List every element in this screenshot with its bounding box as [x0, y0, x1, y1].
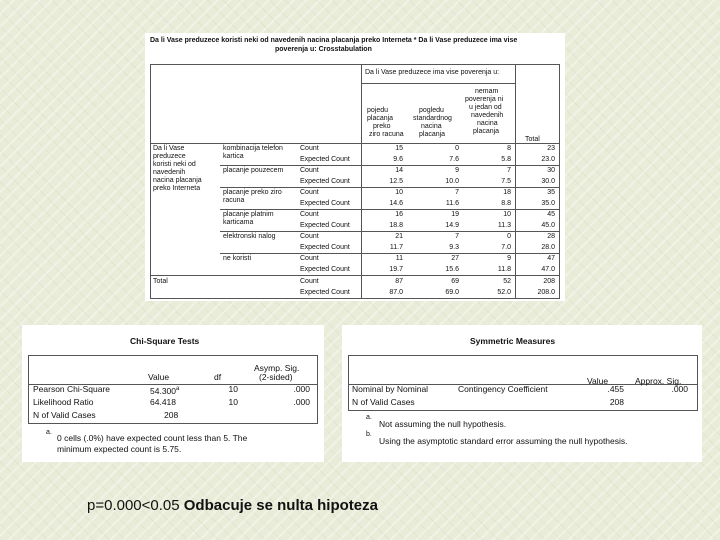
cell: 69: [451, 278, 459, 285]
cell: 11.8: [497, 266, 511, 273]
cell: 14: [395, 167, 403, 174]
row-label: racuna: [223, 197, 245, 204]
chi-row-sig: .000: [293, 397, 310, 407]
count-label: Count: [300, 278, 319, 285]
col-header-2-line: standardnog: [413, 115, 452, 122]
cell: 14.6: [389, 200, 403, 207]
col-header-2-line: nacina: [421, 123, 442, 130]
row-variable-line: nacina placanja: [153, 177, 202, 184]
row-variable-line: Da li Vase: [153, 145, 185, 152]
expected-label: Expected Count: [300, 222, 350, 229]
cell: 0: [507, 233, 511, 240]
col-header-1-line: pojedu: [367, 107, 389, 114]
cell: 8: [507, 145, 511, 152]
cell: 11: [395, 255, 403, 262]
chi-row-sig: .000: [293, 384, 310, 394]
col-header-3-line: nemam: [475, 88, 499, 95]
crosstab-title-line2: poverenja u: Crosstabulation: [275, 46, 372, 53]
cell: 5.8: [501, 156, 511, 163]
cell: 7.6: [449, 156, 459, 163]
chi-row-label: N of Valid Cases: [33, 410, 96, 420]
cell: 52.0: [497, 289, 511, 296]
chi-row-value: 208: [164, 410, 179, 420]
cell: 0: [455, 145, 459, 152]
cell: 7: [455, 189, 459, 196]
conclusion-text: [87, 497, 378, 514]
sym-row-label2: Contingency Coefficient: [458, 384, 548, 394]
expected-label: Expected Count: [300, 289, 350, 296]
cell: 87.0: [389, 289, 403, 296]
chi-note-line1: 0 cells (.0%) have expected count less than 5. The: [57, 433, 248, 443]
crosstab-table: [145, 33, 565, 301]
chi-row-df: 10: [228, 397, 238, 407]
expected-label: Expected Count: [300, 178, 350, 185]
cell: 10.0: [445, 178, 459, 185]
symmetric-measures-table: [342, 325, 702, 462]
cell: 69.0: [445, 289, 459, 296]
sym-row-value: 208: [609, 397, 624, 407]
cell: 7.0: [501, 244, 511, 251]
col-header-1-line: ziro racuna: [369, 131, 404, 138]
col-header-2-line: placanja: [419, 131, 446, 138]
chi-square-table: [22, 325, 324, 462]
cell: 12.5: [389, 178, 403, 185]
cell: 30.0: [541, 178, 555, 185]
total-label: Total: [153, 278, 168, 285]
cell: 16: [395, 211, 403, 218]
chi-title: Chi-Square Tests: [130, 336, 200, 346]
cell: 10: [395, 189, 403, 196]
chi-header-sig-sub: (2-sided): [259, 372, 293, 382]
cell: 87: [395, 278, 403, 285]
expected-label: Expected Count: [300, 156, 350, 163]
cell: 11.6: [445, 200, 459, 207]
sym-note-b: Using the asymptotic standard error assuming the null hypothesis.: [379, 436, 628, 446]
col-header-2-line: pogledu: [419, 107, 444, 114]
chi-note-marker: a.: [46, 429, 52, 436]
col-header-3-line: u jedan od: [469, 104, 502, 111]
cell: 27: [451, 255, 459, 262]
cell: 35: [547, 189, 555, 196]
row-label: kartica: [223, 153, 244, 160]
col-group-header: Da li Vase preduzece ima vise poverenja u:: [365, 69, 500, 76]
expected-label: Expected Count: [300, 200, 350, 207]
cell: 7.5: [501, 178, 511, 185]
count-label: Count: [300, 255, 319, 262]
row-label: placanje preko ziro: [223, 189, 282, 196]
col-header-3-line: placanja: [473, 128, 500, 135]
row-variable-line: koristi neki od: [153, 161, 196, 168]
cell: 19.7: [389, 266, 403, 273]
chi-row-value: 54.300$^a$: [150, 385, 180, 396]
row-variable-line: navedenih: [153, 169, 186, 176]
cell: 45.0: [541, 222, 555, 229]
cell: 9.6: [393, 156, 403, 163]
cell: 47.0: [541, 266, 555, 273]
cell: 30: [547, 167, 555, 174]
cell: 14.9: [445, 222, 459, 229]
cell: 52: [503, 278, 511, 285]
sym-note-a: Not assuming the null hypothesis.: [379, 419, 507, 429]
sym-row-sig: .000: [671, 384, 688, 394]
col-header-3-line: navedenih: [471, 112, 504, 119]
col-header-3-line: nacina: [477, 120, 498, 127]
count-label: Count: [300, 167, 319, 174]
count-label: Count: [300, 233, 319, 240]
sym-title: Symmetric Measures: [470, 336, 556, 346]
sym-note-a-marker: a.: [366, 414, 372, 421]
cell: 47: [547, 255, 555, 262]
cell: 23.0: [541, 156, 555, 163]
conclusion-bold: Odbacuje se nulta hipoteza: [183, 497, 378, 514]
count-label: Count: [300, 211, 319, 218]
sym-note-b-marker: b.: [366, 431, 372, 438]
sym-row-label1: N of Valid Cases: [352, 397, 415, 407]
col-header-total: Total: [525, 136, 540, 143]
row-label: placanje pouzecem: [223, 167, 284, 174]
cell: 18: [503, 189, 511, 196]
cell: 23: [547, 145, 555, 152]
cell: 9.3: [449, 244, 459, 251]
cell: 10: [503, 211, 511, 218]
cell: 7: [455, 233, 459, 240]
cell: 7: [507, 167, 511, 174]
row-label: placanje platnim: [223, 211, 274, 218]
chi-header-sig: Asymp. Sig.: [254, 363, 300, 373]
count-label: Count: [300, 145, 319, 152]
row-label: elektronski nalog: [223, 233, 276, 240]
cell: 21: [395, 233, 403, 240]
col-header-1-line: placanja: [367, 115, 394, 122]
row-label: karticama: [223, 219, 254, 226]
cell: 28: [547, 233, 555, 240]
chi-row-df: 10: [228, 384, 238, 394]
cell: 9: [507, 255, 511, 262]
cell: 11.3: [497, 222, 511, 229]
cell: 35.0: [541, 200, 555, 207]
row-variable-line: preduzece: [153, 153, 186, 160]
expected-label: Expected Count: [300, 244, 350, 251]
sym-header-value: Value: [587, 376, 609, 386]
col-header-3-line: poverenja ni: [465, 96, 504, 103]
cell: 15.6: [445, 266, 459, 273]
count-label: Count: [300, 189, 319, 196]
col-header-1-line: preko: [373, 123, 391, 130]
cell: 11.7: [389, 244, 403, 251]
cell: 45: [547, 211, 555, 218]
expected-label: Expected Count: [300, 266, 350, 273]
chi-header-df: df: [214, 372, 222, 382]
chi-row-value: 64.418: [150, 397, 176, 407]
cell: 8.8: [501, 200, 511, 207]
cell: 19: [451, 211, 459, 218]
conclusion-normal: p=0.000<0.05: [87, 497, 184, 514]
row-label: kombinacija telefon: [223, 145, 283, 152]
chi-header-value: Value: [148, 372, 170, 382]
cell: 9: [455, 167, 459, 174]
cell: 208.0: [537, 289, 555, 296]
chi-row-label: Pearson Chi-Square: [33, 384, 111, 394]
cell: 18.8: [389, 222, 403, 229]
row-variable-line: preko Interneta: [153, 185, 201, 192]
row-label: ne koristi: [223, 255, 252, 262]
cell: 208: [543, 278, 555, 285]
sym-header-sig: Approx. Sig.: [635, 376, 682, 386]
chi-note-line2: minimum expected count is 5.75.: [57, 444, 182, 454]
sym-row-label1: Nominal by Nominal: [352, 384, 429, 394]
cell: 28.0: [541, 244, 555, 251]
chi-row-label: Likelihood Ratio: [33, 397, 94, 407]
sym-row-value: .455: [607, 384, 624, 394]
cell: 15: [395, 145, 403, 152]
crosstab-title-line1: Da li Vase preduzece koristi neki od navedenih nacina placanja preko Interneta * Da li Vase preduzece ima vise: [150, 37, 518, 44]
